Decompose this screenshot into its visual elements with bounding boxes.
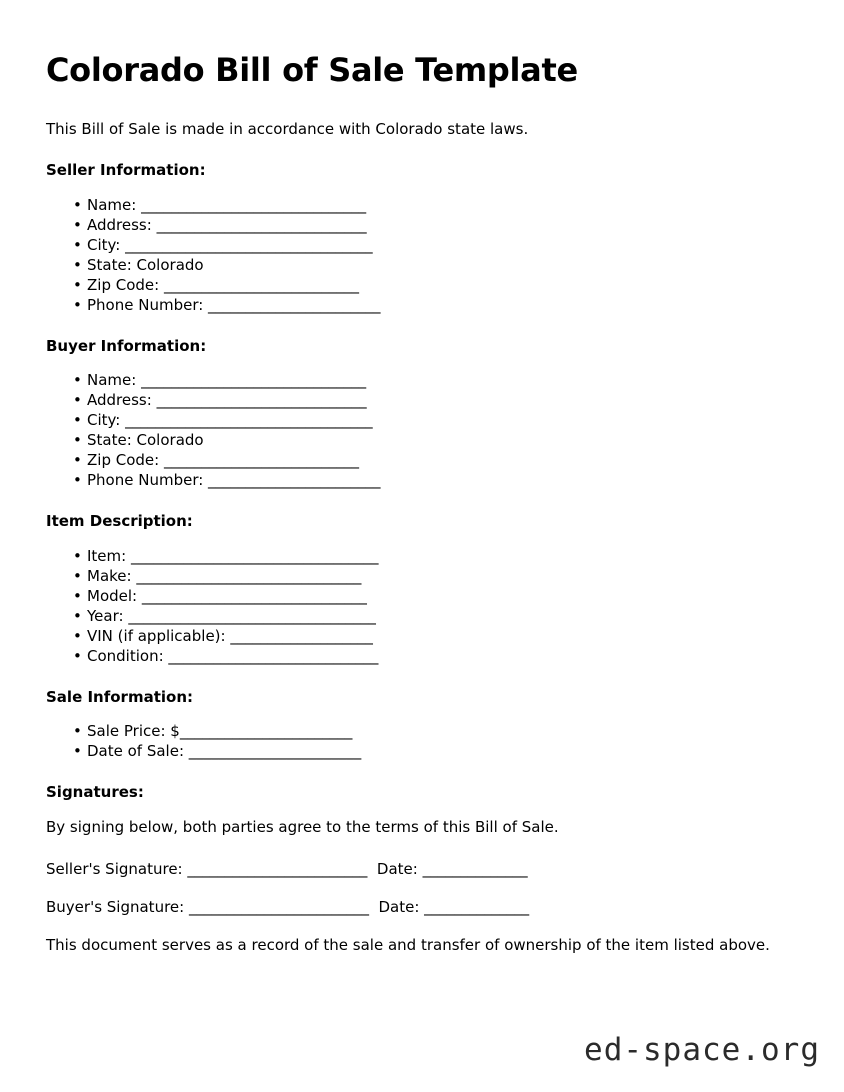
list-item: [46, 606, 798, 626]
field-blank: _________________________________: [120, 235, 373, 254]
field-blank: _________________________________: [126, 546, 379, 565]
field-label: Condition:: [87, 646, 164, 665]
section-heading-signatures: Signatures:: [46, 783, 144, 802]
section-heading-item: Item Description:: [46, 512, 193, 531]
item-field-list: [46, 546, 798, 666]
list-item: [46, 586, 798, 606]
list-item: [46, 566, 798, 586]
list-item: [46, 646, 798, 666]
field-blank: __________________________: [159, 451, 359, 470]
field-label: Date of Sale:: [87, 742, 185, 761]
field-label: Zip Code:: [87, 275, 160, 294]
list-item: [46, 255, 798, 275]
field-label: Item:: [87, 546, 127, 565]
field-blank: _______________________: [179, 722, 353, 741]
list-item: [46, 626, 798, 646]
field-label: Address:: [87, 215, 152, 234]
field-label: VIN (if applicable):: [87, 626, 226, 645]
field-label: Sale Price: $: [87, 722, 180, 741]
field-label: Name:: [87, 371, 137, 390]
list-item: [46, 410, 798, 430]
field-label: Year:: [87, 606, 124, 625]
list-item: [46, 430, 798, 450]
intro-paragraph: This Bill of Sale is made in accordance with Colorado state laws.: [46, 119, 529, 138]
field-blank: _______________________: [203, 471, 381, 490]
field-label: Phone Number:: [87, 295, 204, 314]
field-label: City:: [87, 411, 121, 430]
closing-paragraph: This document serves as a record of the sale and transfer of ownership of the item listed above.: [46, 936, 770, 955]
section-heading-seller: Seller Information:: [46, 161, 206, 180]
field-blank: _______________________: [203, 295, 381, 314]
field-blank: ____________________________: [163, 646, 379, 665]
list-item: [46, 195, 798, 215]
field-label: Model:: [87, 586, 138, 605]
field-label: State:: [87, 431, 132, 450]
page-title: Colorado Bill of Sale Template: [46, 51, 578, 89]
field-blank: ______________________________: [136, 195, 367, 214]
field-value: Colorado: [131, 431, 204, 450]
field-blank: ______________________________: [137, 586, 367, 605]
field-blank: ____________________________: [151, 215, 367, 234]
list-item: [46, 215, 798, 235]
field-label: Phone Number:: [87, 471, 204, 490]
field-label: State:: [87, 255, 132, 274]
list-item: [46, 546, 798, 566]
field-label: Make:: [87, 566, 132, 585]
list-item: [46, 721, 798, 741]
field-blank: _______________________: [184, 742, 362, 761]
field-label: Address:: [87, 391, 152, 410]
list-item: [46, 741, 798, 761]
field-blank: _________________________________: [123, 606, 376, 625]
section-heading-sale: Sale Information:: [46, 687, 193, 706]
seller-signature-line: Seller's Signature: ________________________ Date: ______________: [46, 859, 528, 878]
list-item: [46, 235, 798, 255]
buyer-field-list: [46, 370, 798, 490]
document-content: [46, 52, 798, 956]
list-item: [46, 370, 798, 390]
signature-agreement-text: By signing below, both parties agree to the terms of this Bill of Sale.: [46, 817, 559, 836]
field-label: Name:: [87, 195, 137, 214]
section-heading-buyer: Buyer Information:: [46, 336, 207, 355]
list-item: [46, 295, 798, 315]
seller-field-list: [46, 195, 798, 315]
list-item: [46, 470, 798, 490]
buyer-signature-line: Buyer's Signature: ________________________ Date: ______________: [46, 898, 530, 917]
list-item: [46, 390, 798, 410]
field-blank: ______________________________: [136, 371, 367, 390]
field-label: Zip Code:: [87, 451, 160, 470]
field-blank: ____________________________: [151, 391, 367, 410]
site-watermark: ed-space.org: [584, 1032, 820, 1068]
sale-field-list: [46, 721, 798, 761]
field-blank: __________________________: [159, 275, 359, 294]
field-label: City:: [87, 235, 121, 254]
list-item: [46, 275, 798, 295]
field-blank: ___________________: [225, 626, 373, 645]
list-item: [46, 450, 798, 470]
field-blank: ______________________________: [131, 566, 362, 585]
field-blank: _________________________________: [120, 411, 373, 430]
field-value: Colorado: [131, 255, 204, 274]
